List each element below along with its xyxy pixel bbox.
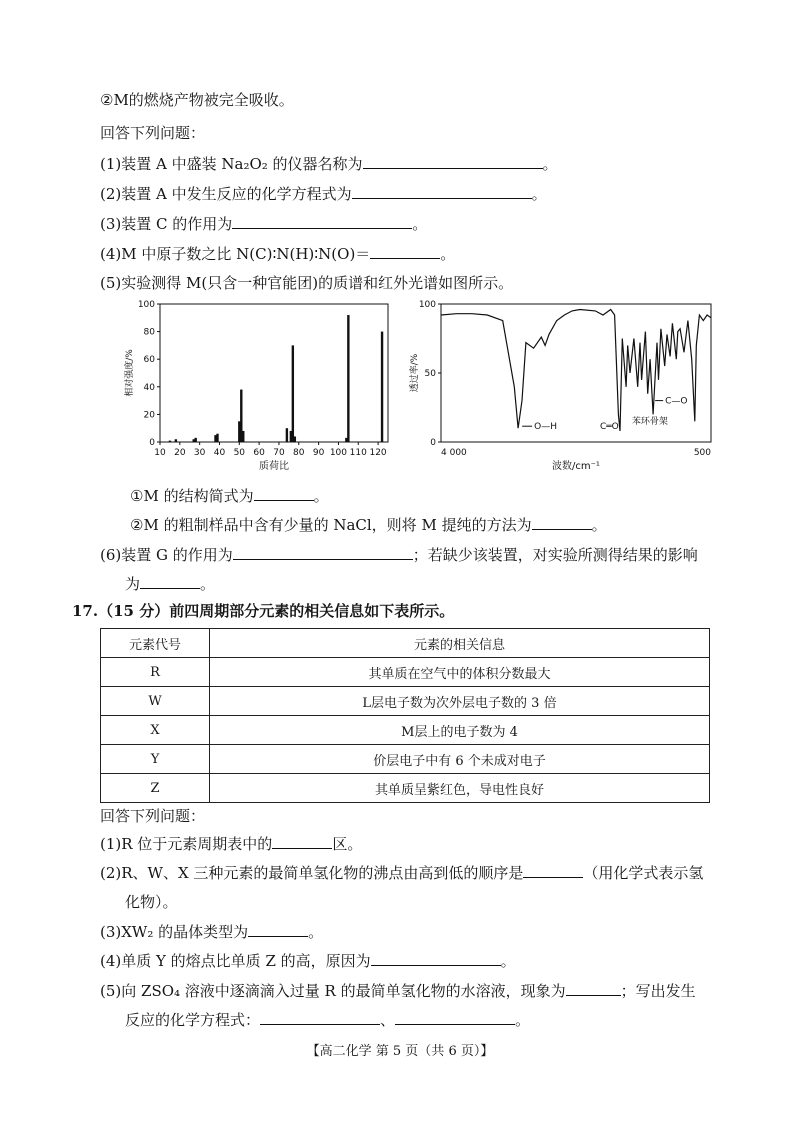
question-17-title [72, 601, 454, 621]
question-16-3 [100, 214, 427, 234]
question-17-4 [100, 951, 516, 971]
y-tick-label: 80 [143, 327, 155, 338]
question-16-5 [100, 273, 513, 293]
y-tick-label: 0 [149, 438, 155, 448]
annotation-label: 苯环骨架 [631, 417, 668, 428]
question-16-1 [100, 154, 558, 174]
x-tick-label: 110 [349, 448, 367, 458]
y-tick-label: 0 [430, 438, 436, 448]
table-cell: Y [101, 745, 210, 774]
punctuation: 。 [515, 1011, 531, 1029]
answer-blank[interactable] [140, 574, 200, 589]
punctuation: 。 [200, 575, 216, 593]
question-17-1 [100, 834, 362, 854]
punctuation: 。 [313, 487, 329, 505]
question-17-3 [100, 922, 323, 942]
table-cell: Z [101, 774, 210, 803]
punctuation: 、 [380, 1011, 396, 1029]
element-info-table [100, 628, 710, 803]
question-16-5-1 [130, 486, 329, 506]
answer-prompt-16 [100, 123, 205, 143]
punctuation: 。 [531, 185, 547, 203]
answer-blank[interactable] [371, 951, 501, 966]
question-16-6-text: (6)装置 G 的作用为 [100, 546, 233, 564]
y-tick-label: 20 [143, 410, 155, 421]
question-17-5-cont [125, 1010, 530, 1030]
x-tick-label: 50 [233, 448, 246, 458]
condition-line [100, 90, 294, 110]
punctuation: 。 [412, 215, 428, 233]
plot-frame [160, 304, 388, 442]
answer-blank[interactable] [363, 154, 543, 169]
x-tick-label: 30 [193, 448, 206, 458]
spectrum-bar [286, 428, 288, 442]
table-row [101, 774, 710, 803]
ir-spectrum-chart [405, 296, 725, 480]
answer-blank[interactable] [532, 515, 592, 530]
answer-blank[interactable] [233, 545, 413, 560]
question-16-5-2-text: ②M 的粗制样品中含有少量的 NaCl，则将 M 提纯的方法为 [130, 516, 532, 534]
answer-prompt-text: 回答下列问题： [100, 124, 206, 142]
answer-blank[interactable] [232, 214, 412, 229]
table-cell: R [101, 658, 210, 687]
table-cell: L层电子数为次外层电子数的 3 倍 [210, 687, 710, 716]
table-cell: M层上的电子数为 4 [210, 716, 710, 745]
question-16-3-text: (3)装置 C 的作用为 [100, 215, 233, 233]
mass-spectrum-chart [115, 296, 405, 480]
punctuation: 。 [542, 155, 558, 173]
mass-spectrum-svg [115, 296, 405, 476]
table-cell: 其单质呈紫红色，导电性良好 [210, 774, 710, 803]
x-tick-label: 90 [312, 448, 325, 458]
spectrum-bar [292, 345, 294, 442]
x-tick-label: 100 [329, 448, 348, 458]
punctuation: 。 [500, 952, 516, 970]
x-tick-label: 20 [174, 448, 186, 458]
x-tick-label: 4 000 [441, 448, 467, 458]
page-footer: 【高二化学 第 5 页（共 6 页）】 [306, 1044, 494, 1059]
y-tick-label: 100 [137, 300, 155, 310]
question-16-5-1-text: ①M 的结构简式为 [130, 487, 254, 505]
question-17-text: 17.（15 分）前四周期部分元素的相关信息如下表所示。 [72, 602, 455, 620]
question-17-1-text: (1)R 位于元素周期表中的 [100, 835, 273, 853]
punctuation: 。 [308, 923, 324, 941]
x-axis-label: 波数/cm⁻¹ [552, 461, 600, 472]
spectrum-bar [216, 434, 218, 442]
answer-blank[interactable] [523, 863, 583, 878]
x-tick-label: 120 [369, 448, 387, 458]
answer-blank[interactable] [254, 486, 314, 501]
question-17-4-text: (4)单质 Y 的熔点比单质 Z 的高，原因为 [100, 952, 371, 970]
question-16-6-text-2: ；若缺少该装置，对实验所测得结果的影响 [412, 546, 698, 564]
question-16-5-2 [130, 515, 607, 535]
question-17-2-cont [125, 892, 178, 912]
y-tick-label: 100 [418, 300, 436, 310]
condition-text: ②M的燃烧产物被完全吸收。 [100, 91, 294, 109]
x-tick-label: 10 [154, 448, 166, 458]
question-16-4-text: (4)M 中原子数之比 N(C)∶N(H)∶N(O)＝ [100, 245, 371, 263]
answer-blank[interactable] [566, 981, 621, 996]
x-tick-label: 500 [693, 448, 711, 458]
question-16-2 [100, 184, 547, 204]
y-axis-label: 透过率/% [410, 353, 420, 393]
x-tick-label: 80 [293, 448, 305, 458]
punctuation: 。 [591, 516, 607, 534]
answer-prompt-17 [100, 806, 205, 826]
x-tick-label: 60 [253, 448, 265, 458]
plot-frame [441, 304, 711, 442]
table-row [101, 687, 710, 716]
y-axis-label: 相对强度/% [125, 349, 135, 397]
question-17-5-text: (5)向 ZSO₄ 溶液中逐滴滴入过量 R 的最简单氢化物的水溶液，现象为 [100, 982, 566, 1000]
table-header-row [101, 629, 710, 658]
question-16-6 [100, 545, 698, 565]
question-17-1-text-2: 区。 [332, 835, 363, 853]
ir-series-line [441, 310, 711, 432]
ir-spectrum-svg [405, 296, 725, 476]
table-cell: X [101, 716, 210, 745]
answer-blank[interactable] [352, 184, 532, 199]
answer-prompt-text: 回答下列问题： [100, 807, 206, 825]
answer-blank[interactable] [370, 244, 440, 259]
spectrum-bar [175, 439, 177, 442]
annotation-label: C—O [665, 396, 688, 407]
answer-blank[interactable] [272, 834, 332, 849]
spectrum-bar [242, 431, 244, 442]
x-tick-label: 70 [273, 448, 285, 458]
table-header: 元素代号 [101, 629, 210, 658]
annotation-label: C═O [599, 422, 619, 433]
answer-blank[interactable] [260, 1010, 380, 1025]
answer-blank[interactable] [395, 1010, 515, 1025]
question-16-4 [100, 244, 455, 264]
question-16-5-text: (5)实验测得 M(只含一种官能团)的质谱和红外光谱如图所示。 [100, 274, 514, 292]
table-cell: 其单质在空气中的体积分数最大 [210, 658, 710, 687]
spectrum-bar [194, 438, 196, 442]
question-17-3-text: (3)XW₂ 的晶体类型为 [100, 923, 249, 941]
table-row [101, 745, 710, 774]
table-cell: 价层电子中有 6 个未成对电子 [210, 745, 710, 774]
punctuation: 。 [440, 245, 456, 263]
spectrum-bar [381, 332, 383, 442]
question-16-1-text: (1)装置 A 中盛装 Na₂O₂ 的仪器名称为 [100, 155, 363, 173]
question-17-2 [100, 863, 703, 883]
table-row [101, 658, 710, 687]
y-tick-label: 60 [143, 355, 155, 366]
question-17-5-text-2: ；写出发生 [620, 982, 696, 1000]
question-16-6-cont [125, 574, 215, 594]
x-tick-label: 40 [213, 448, 226, 458]
table-cell: W [101, 687, 210, 716]
question-17-2-text: (2)R、W、X 三种元素的最简单氢化物的沸点由高到低的顺序是 [100, 864, 524, 882]
x-axis-label: 质荷比 [259, 461, 289, 472]
question-17-5 [100, 981, 696, 1001]
question-16-2-text: (2)装置 A 中发生反应的化学方程式为 [100, 185, 352, 203]
answer-blank[interactable] [248, 922, 308, 937]
y-tick-label: 40 [143, 382, 155, 393]
table-header: 元素的相关信息 [210, 629, 710, 658]
spectrum-bar [169, 441, 171, 442]
table-row [101, 716, 710, 745]
spectrum-bar [347, 315, 349, 442]
question-17-2-text-2: （用化学式表示氢 [583, 864, 704, 882]
question-16-6-text-3: 为 [125, 575, 141, 593]
spectrum-bar [294, 436, 296, 442]
question-17-5-text-3: 反应的化学方程式： [125, 1011, 261, 1029]
y-tick-label: 50 [424, 369, 436, 379]
question-17-2-text-3: 化物）。 [125, 893, 178, 911]
annotation-label: O—H [534, 422, 558, 433]
